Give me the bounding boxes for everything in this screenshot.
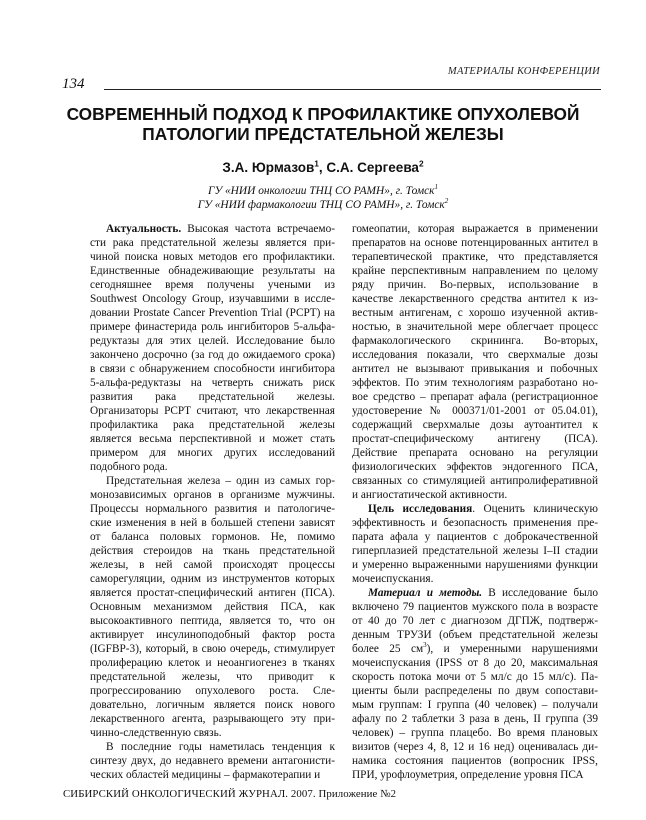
journal-footer: СИБИРСКИЙ ОНКОЛОГИЧЕСКИЙ ЖУРНАЛ. 2007. Приложение №2: [63, 788, 397, 800]
paragraph-aim: [352, 502, 598, 586]
affiliation-text: ГУ «НИИ фармакологии ТНЦ СО РАМН», г. Томск: [197, 199, 445, 211]
section-lead: Материал и методы.: [368, 587, 483, 599]
affiliation-sup: 2: [444, 197, 449, 206]
paragraph-relevance: [90, 222, 335, 474]
affiliation-sup: 1: [434, 183, 439, 192]
section-lead: Актуальность.: [106, 223, 182, 235]
author-separator: ,: [318, 160, 327, 175]
paragraph-methods: [352, 586, 598, 782]
paragraph-prostate: Предстательная железа – один из самых гормонозависимых органов в организме мужчины. Процессы нормального развития и патологические изменения в ней в большей степени зависят от баланса половых гормонов. Не, помимо действия стероидов на ткань предстательной железы, в ней самой происходят процессы саморегуляции, одним из инструментов которых является простат-специфический антиген (ПСА). Основным механизмом действия ПСА, как высокоактивного пептида, является то, что он активирует инсулиноподобный фактор роста (IGFBP-3), который, в свою очередь, стимулирует пролиферацию клеток и неоангиогенез в тканях предстательной железы, что приводит к прогрессированию опухолевого роста. Следовательно, логичным является поиск нового лекарственного агента, разрывающего эту причинно-следственную связь.: [90, 475, 335, 739]
author-sup: 1: [314, 158, 319, 169]
superscript: 3: [423, 641, 427, 650]
authors: [0, 160, 646, 175]
title-line-2: ПАТОЛОГИИ ПРЕДСТАТЕЛЬНОЙ ЖЕЛЕЗЫ: [142, 124, 504, 144]
affiliation: [0, 198, 646, 212]
affiliation-text: ГУ «НИИ онкологии ТНЦ СО РАМН», г. Томск: [207, 185, 435, 197]
author-name: З.А. Юрмазов: [222, 160, 315, 175]
paragraph-text: . Оценить клиническую эффективность и безопасность применения препарата афала у пациентов с доброкачественной гиперплазией предстательной железы I–II стадии и умеренно выраженными нарушениями функции мочеиспускания.: [352, 503, 598, 585]
affiliation: [0, 184, 646, 198]
left-column: [90, 222, 335, 782]
running-title: МАТЕРИАЛЫ КОНФЕРЕНЦИИ: [447, 66, 600, 77]
author-sup: 2: [418, 158, 424, 169]
paragraph-text: В исследование было включено 79 пациентов мужского пола в возрасте от 40 до 70 лет с диагнозом ДГПЖ, подтвержденным ТРУЗИ (объем предстательной железы более 25 см: [352, 587, 598, 655]
paragraph-text: Высокая частота встречаемости рака предстательной железы является причиной поиска новых методов его профилактики. Единственные обнадеживающие результаты на сегодняшнее время получены учеными из Southwest Oncology Group, изучавшими в исследовании Prostate Cancer Prevention Trial (PCPT) на примере финастерида роль ингибиторов 5-альфа-редуктазы для этих целей. Исследование было закончено досрочно (за год до ожидаемого срока) в связи с обнаружением способности ингибитора 5-альфа-редуктазы на четверть снижать риск развития рака предстательной железы. Организаторы PCPT считают, что лекарственная профилактика рака предстательной железы является весьма перспективной и может стать примером для многих других исследований подобного рода.: [90, 223, 335, 473]
paragraph-trend: В последние годы наметилась тенденция к синтезу двух, до недавнего времени антагонистических областей медицины – фармакотерапии и: [90, 741, 335, 781]
paragraph-text: ), и умеренными нарушениями мочеиспускания (IPSS от 8 до 20, максимальная скорость потока мочи от 5 мл/с до 15 мл/с). Пациенты были распределены по двум сопоставимым группам: I группа (40 человек) – получали афалу по 2 таблетки 3 раза в день, II группа (39 человек) – группа плацебо. Во время плановых визитов (через 4, 8, 12 и 16 нед) оценивалась динамика состояния пациентов (вопросник IPSS, ПРИ, урофлоуметрия, определение уровня ПСА: [352, 643, 598, 781]
author-name: С.А. Сергеева: [326, 160, 419, 175]
paragraph-trend-continued: гомеопатии, которая выражается в применении препаратов на основе потенцированных антител в терапевтической практике, что представляется крайне перспективным направлением по целому ряду причин. Во-первых, использование в качестве лекарственного средства антител к известным антигенам, с хорошо изученной активностью, в значительной мере облегчает процесс фармакологического скрининга. Во-вторых, исследования показали, что сверхмалые дозы антител не вызывают привыкания и побочных эффектов. По этим технологиям разработано новое средство – препарат афала (регистрационное удостоверение № 000371/01-2001 от 05.04.01), содержащий сверхмалые дозы аутоантител к простат-специфическому антигену (ПСА). Действие препарата основано на регуляции физиологических эффектов эндогенного ПСА, связанных со стимуляцией антипролиферативной и ангиостатической активности.: [352, 223, 598, 501]
header-rule: [104, 89, 601, 90]
page-number: 134: [62, 76, 85, 92]
right-column: [352, 222, 598, 782]
article-title: [0, 104, 646, 144]
title-line-1: СОВРЕМЕННЫЙ ПОДХОД К ПРОФИЛАКТИКЕ ОПУХОЛЕВОЙ: [66, 104, 580, 124]
affiliations: [0, 184, 646, 212]
section-lead: Цель исследования: [368, 503, 473, 515]
